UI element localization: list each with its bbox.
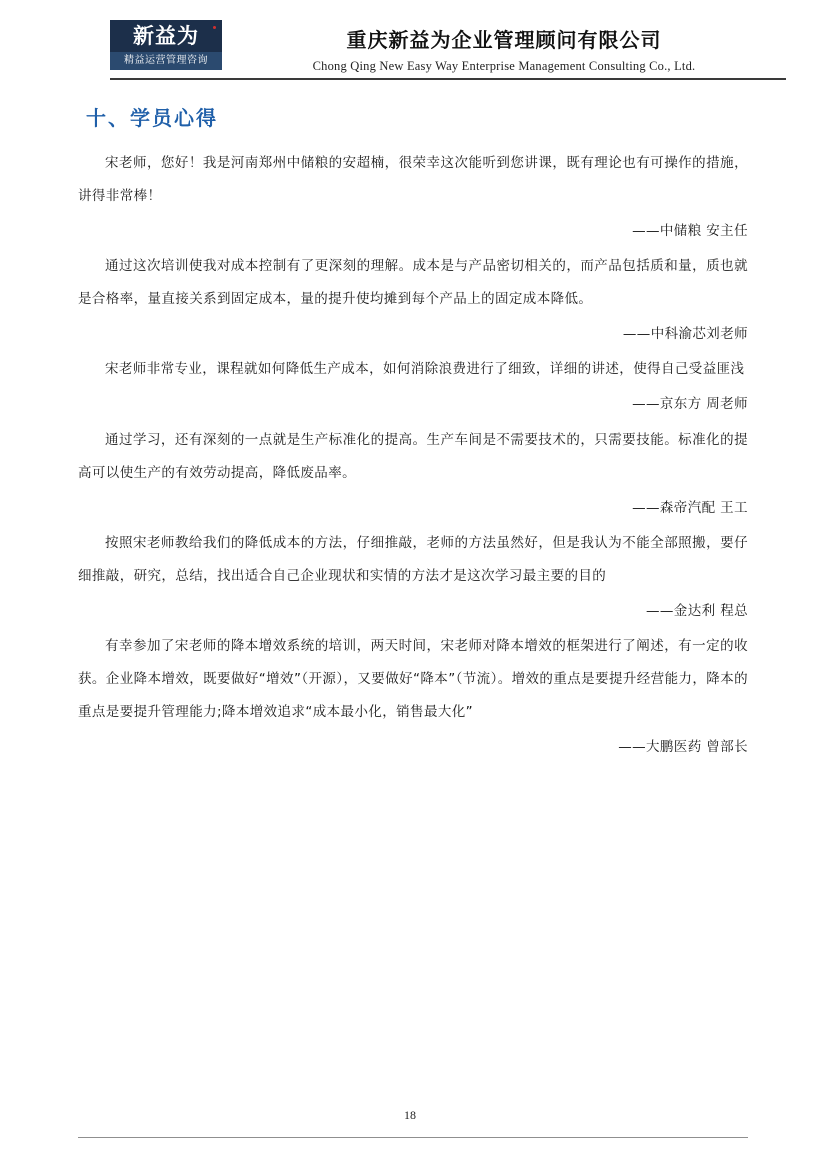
testimonial-text: 宋老师，您好！我是河南郑州中储粮的安超楠，很荣幸这次能听到您讲课，既有理论也有可操作的措施，讲得非常棒！ bbox=[78, 155, 748, 205]
testimonial-text: 通过学习，还有深刻的一点就是生产标准化的提高。生产车间是不需要技术的，只需要技能。标准化的提高可以使生产的有效劳动提高，降低废品率。 bbox=[78, 431, 748, 481]
page-number: 18 bbox=[404, 1108, 416, 1122]
testimonial-text: 宋老师非常专业，课程就如何降低生产成本，如何消除浪费进行了细致，详细的讲述，使得自己受益匪浅 bbox=[105, 361, 745, 378]
testimonial-attribution: ——大鹏医药 曾部长 bbox=[618, 739, 748, 756]
testimonial-attribution: ——中科渝芯刘老师 bbox=[622, 326, 748, 343]
testimonial-attribution: ——中储粮 安主任 bbox=[632, 223, 748, 240]
testimonial-item bbox=[78, 630, 748, 764]
testimonial-item bbox=[78, 527, 748, 628]
testimonial-attribution: ——金达利 程总 bbox=[646, 602, 748, 619]
testimonial-text: 通过这次培训使我对成本控制有了更深刻的理解。成本是与产品密切相关的，而产品包括质和量，质也就是合格率，量直接关系到固定成本，量的提升使均摊到每个产品上的固定成本降低。 bbox=[78, 258, 748, 308]
company-name-cn: 重庆新益为企业管理顾问有限公司 bbox=[346, 28, 662, 52]
logo-primary-text: 新益为 bbox=[110, 20, 222, 52]
testimonial-text: 有幸参加了宋老师的降本增效系统的培训，两天时间，宋老师对降本增效的框架进行了阐述，有一定的收获。企业降本增效，既要做好“增效”（开源），又要做好“降本”（节流）。增效的重点是要提升经营能力，降本的重点是要提升管理能力;降本增效追求“成本最小化，销售最大化” bbox=[78, 637, 748, 720]
page-title: 十、学员心得 bbox=[86, 106, 218, 130]
header-divider bbox=[110, 78, 786, 80]
testimonial-item bbox=[78, 353, 748, 421]
footer-divider bbox=[78, 1137, 748, 1138]
logo-secondary-text: 精益运营管理咨询 bbox=[110, 52, 222, 70]
testimonial-item bbox=[78, 250, 748, 351]
document-content bbox=[78, 102, 748, 764]
document-header bbox=[110, 14, 748, 78]
company-logo bbox=[110, 20, 222, 72]
testimonial-item bbox=[78, 147, 748, 248]
header-titles bbox=[260, 24, 748, 74]
document-footer bbox=[0, 1106, 820, 1124]
testimonial-item bbox=[78, 424, 748, 525]
testimonial-attribution: ——京东方 周老师 bbox=[632, 396, 748, 413]
testimonial-attribution: ——森帝汽配 王工 bbox=[632, 499, 748, 516]
company-name-en: Chong Qing New Easy Way Enterprise Management Consulting Co., Ltd. bbox=[312, 59, 696, 73]
testimonial-text: 按照宋老师教给我们的降低成本的方法，仔细推敲，老师的方法虽然好，但是我认为不能全部照搬，要仔细推敲，研究，总结，找出适合自己企业现状和实情的方法才是这次学习最主要的目的 bbox=[78, 534, 748, 584]
